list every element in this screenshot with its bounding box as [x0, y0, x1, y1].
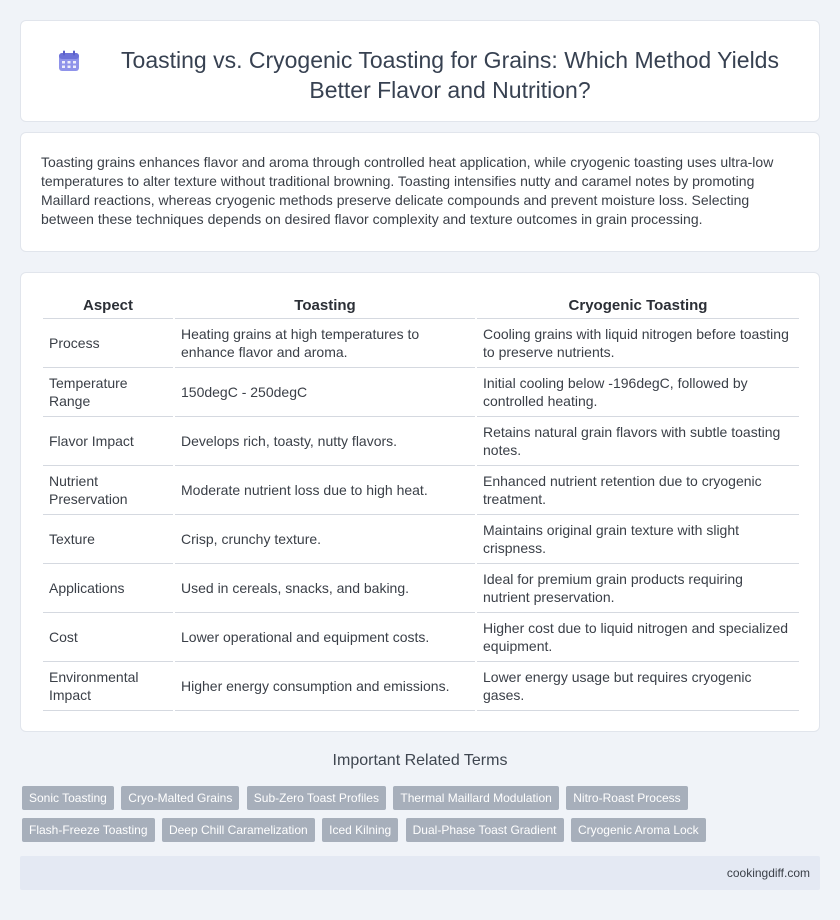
table-row [43, 564, 799, 613]
related-term-tag[interactable]: Nitro-Roast Process [566, 786, 687, 810]
table-header-row [43, 291, 799, 319]
header-cryogenic: Cryogenic Toasting [477, 291, 799, 319]
cell-cryogenic: Maintains original grain texture with slight crispness. [477, 515, 799, 564]
related-term-tag[interactable]: Dual-Phase Toast Gradient [406, 818, 564, 842]
table-row [43, 417, 799, 466]
related-term-tag[interactable]: Iced Kilning [322, 818, 398, 842]
cell-cryogenic: Enhanced nutrient retention due to cryogenic treatment. [477, 466, 799, 515]
related-term-tag[interactable]: Flash-Freeze Toasting [22, 818, 155, 842]
table-row [43, 515, 799, 564]
intro-text: Toasting grains enhances flavor and aroma through controlled heat application, while cryogenic toasting uses ultra-low temperatures to alter texture without traditional browning. Toasting intensifies nutty and caramel notes by promoting Maillard reactions, whereas cryogenic methods preserve delicate compounds and prevent moisture loss. Selecting between these techniques depends on desired flavor complexity and texture outcomes in grain processing. [41, 154, 774, 227]
cell-toasting: Heating grains at high temperatures to enhance flavor and aroma. [175, 319, 475, 368]
comparison-card [20, 272, 820, 732]
cell-aspect: Cost [43, 613, 173, 662]
cell-aspect: Flavor Impact [43, 417, 173, 466]
table-row [43, 368, 799, 417]
cell-cryogenic: Retains natural grain flavors with subtle toasting notes. [477, 417, 799, 466]
related-term-tag[interactable]: Sub-Zero Toast Profiles [247, 786, 386, 810]
related-term-tag[interactable]: Thermal Maillard Modulation [393, 786, 558, 810]
table-row [43, 319, 799, 368]
cell-toasting: Used in cereals, snacks, and baking. [175, 564, 475, 613]
cell-toasting: 150degC - 250degC [175, 368, 475, 417]
cell-aspect: Temperature Range [43, 368, 173, 417]
cell-toasting: Develops rich, toasty, nutty flavors. [175, 417, 475, 466]
related-terms-title: Important Related Terms [332, 752, 508, 769]
cell-cryogenic: Lower energy usage but requires cryogenic gases. [477, 662, 799, 711]
intro-card [20, 132, 820, 252]
title-card [20, 20, 820, 122]
page-title: Toasting vs. Cryogenic Toasting for Grains: Which Method Yields Better Flavor and Nutrition? [121, 47, 779, 103]
calendar-icon [57, 49, 81, 73]
cell-aspect: Nutrient Preservation [43, 466, 173, 515]
related-terms-list [22, 786, 822, 850]
cell-toasting: Moderate nutrient loss due to high heat. [175, 466, 475, 515]
related-term-tag[interactable]: Deep Chill Caramelization [162, 818, 315, 842]
header-aspect: Aspect [43, 291, 173, 319]
cell-cryogenic: Ideal for premium grain products requiring nutrient preservation. [477, 564, 799, 613]
related-term-tag[interactable]: Cryo-Malted Grains [121, 786, 239, 810]
cell-cryogenic: Cooling grains with liquid nitrogen before toasting to preserve nutrients. [477, 319, 799, 368]
table-row [43, 466, 799, 515]
related-term-tag[interactable]: Sonic Toasting [22, 786, 114, 810]
footer [20, 856, 820, 890]
cell-cryogenic: Higher cost due to liquid nitrogen and specialized equipment. [477, 613, 799, 662]
related-term-tag[interactable]: Cryogenic Aroma Lock [571, 818, 706, 842]
cell-aspect: Texture [43, 515, 173, 564]
comparison-table [41, 291, 801, 711]
cell-aspect: Environmental Impact [43, 662, 173, 711]
header-toasting: Toasting [175, 291, 475, 319]
cell-toasting: Higher energy consumption and emissions. [175, 662, 475, 711]
cell-aspect: Applications [43, 564, 173, 613]
cell-toasting: Crisp, crunchy texture. [175, 515, 475, 564]
cell-aspect: Process [43, 319, 173, 368]
table-row [43, 662, 799, 711]
cell-toasting: Lower operational and equipment costs. [175, 613, 475, 662]
footer-site-link[interactable]: cookingdiff.com [726, 866, 810, 880]
table-row [43, 613, 799, 662]
cell-cryogenic: Initial cooling below -196degC, followed by controlled heating. [477, 368, 799, 417]
